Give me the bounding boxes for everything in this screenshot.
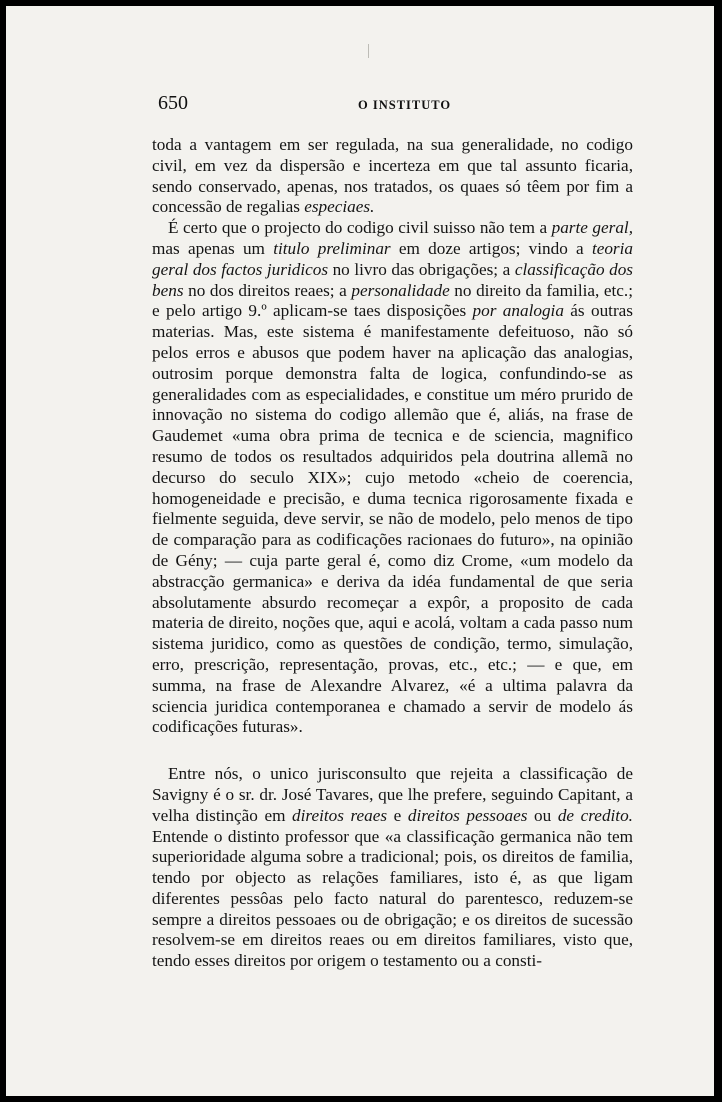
italic-term: personalidade <box>351 280 450 300</box>
text-run: no livro das obrigações; a <box>328 259 515 279</box>
italic-term: parte geral, <box>551 218 633 238</box>
italic-term: por analogia <box>472 301 564 321</box>
text-run: no direito da familia, etc.; e pelo artigo 9.º aplicam-se taes disposições <box>152 280 633 321</box>
book-page <box>6 6 714 1096</box>
italic-term: direitos pessoaes <box>407 805 528 825</box>
page-speck <box>368 44 369 58</box>
text-run: Entre nós, o unico jurisconsulto que rejeita a classificação de Savigny é o sr. dr. José Tavares, que lhe prefere, seguindo Capitant, a velha distinção em <box>152 764 633 825</box>
page-header <box>158 92 638 118</box>
page-number: 650 <box>158 92 188 114</box>
italic-term: de credito. <box>557 805 633 825</box>
paragraph <box>152 218 633 738</box>
text-run: mas apenas um <box>152 238 274 258</box>
italic-term: direitos reaes <box>292 805 388 825</box>
text-run: ou <box>527 805 558 825</box>
text-run: ás outras materias. Mas, este sistema é manifestamente defeituoso, não só pelos erros e abusos que podem haver na aplicação das analogias, outrosim porque demonstra falta de logica, confundindo-se as generalidades com as especialidades, e constitue um méro prurido de innovação no sistema do codigo allemão que é, aliás, na frase de Gaudemet «uma obra prima de tecnica e de sciencia, magnifico resumo de todos os resultados adquiridos pela doutrina allemã no decurso do seculo XIX»; cujo metodo «cheio de coerencia, homogeneidade e precisão, e duma tecnica rigorosamente fixada e fielmente seguida, deve servir, se não de modelo, pelo menos de tipo de comparação para as codificações racionaes do futuro», na opinião de Gény; — cuja parte geral é, como diz Crome, «um modelo da abstracção germanica» e deriva da idéa fundamental de que seria absolutamente absurdo recomeçar a expôr, a proposito de cada materia de direito, noções que, aqui e acolá, voltam a cada passo num sistema juridico, como as questões de condição, termo, simulação, erro, prescrição, representação, provas, etc., etc.; — e que, em summa, na frase de Alexandre Alvarez, «é a ultima palavra da sciencia juridica contemporanea e chamado a servir de modelo ás codificações futuras». <box>152 301 633 737</box>
text-run: e <box>387 805 408 825</box>
text-run: em doze artigos; vindo a <box>390 238 592 258</box>
italic-term: teoria geral dos factos juridicos <box>152 238 633 279</box>
text-run: É certo que o projecto do codigo civil suisso não tem a <box>168 218 552 238</box>
paragraph <box>152 135 633 218</box>
text-run: toda a vantagem em ser regulada, na sua generalidade, no codigo civil, em vez da dispersão e incerteza em que tal assunto ficaria, sendo conservado, apenas, nos tratados, os quaes só têem por fim a concessão de regalias <box>152 135 633 217</box>
body-text <box>152 135 633 972</box>
paragraph-gap <box>152 738 633 764</box>
text-run: no dos direitos reaes; a <box>183 280 352 300</box>
italic-term: especiaes. <box>304 197 375 217</box>
italic-term: classificação dos bens <box>152 259 633 300</box>
italic-term: titulo preliminar <box>273 238 391 258</box>
paragraph <box>152 764 633 972</box>
running-title: O INSTITUTO <box>358 98 452 112</box>
text-run: Entende o distinto professor que «a classificação germanica não tem superioridade alguma sobre a tradicional; pois, os direitos de familia, tendo por objecto as relações familiares, isto é, as que ligam diferentes pessôas pelo facto natural do parentesco, reduzem-se sempre a direitos pessoaes ou de obrigação; e os direitos de sucessão resolvem-se em direitos reaes ou em direitos familiares, visto que, tendo esses direitos por origem o testamento ou a consti- <box>152 826 633 971</box>
